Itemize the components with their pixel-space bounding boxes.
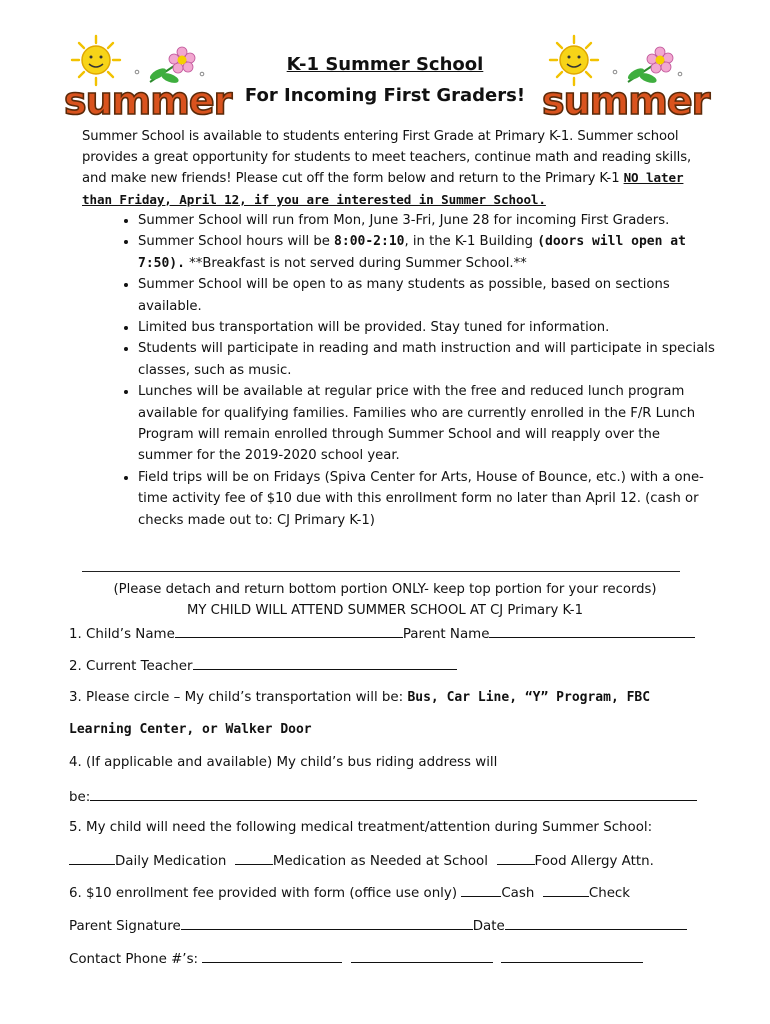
summer-logo-right	[540, 34, 710, 123]
date-label: Date	[472, 919, 505, 934]
address-field[interactable]	[90, 788, 697, 801]
bullet-capacity: • Summer School will be open to as many students as possible, based on sections available.	[138, 274, 718, 317]
intro-text: Summer School is available to students entering First Grade at Primary K-1. Summer school provides a great opportunity for students to meet teachers, continue math and reading skills, and make new friends! Please cut off the form below and return to the Primary K-1	[82, 129, 692, 187]
summer-logo-left	[62, 34, 232, 123]
parent-name-field[interactable]	[489, 625, 695, 638]
phone-label: Contact Phone #’s:	[69, 952, 199, 967]
phone-field-3[interactable]	[501, 950, 643, 963]
attendance-heading: MY CHILD WILL ATTEND SUMMER SCHOOL AT CJ Primary K-1	[187, 603, 583, 618]
fee-check-label: Check	[588, 886, 631, 901]
page-title: K-1 Summer School	[286, 54, 484, 75]
detach-instruction: (Please detach and return bottom portion ONLY- keep top portion for your records)	[113, 582, 657, 597]
form-row-transport-cont	[69, 722, 312, 737]
bullet-dates: • Summer School will run from Mon, June 3-Fri, June 28 for incoming First Graders.	[138, 210, 718, 231]
parent-name-label: Parent Name	[402, 627, 490, 642]
cut-line-divider	[82, 571, 680, 572]
date-field[interactable]	[505, 917, 687, 930]
bullet-instruction: • Students will participate in reading and math instruction and will participate in specials classes, such as music.	[138, 338, 718, 381]
summer-logo-text: summer	[64, 79, 232, 123]
child-name-label: 1. Child’s Name	[69, 627, 175, 642]
form-row-phone	[69, 950, 643, 967]
transport-label: 3. Please circle – My child’s transportation will be:	[69, 690, 408, 705]
phone-field-1[interactable]	[202, 950, 342, 963]
page-subtitle: For Incoming First Graders!	[244, 85, 526, 106]
form-row-address-field	[69, 788, 697, 805]
form-row-medical-options	[69, 852, 654, 869]
form-row-signature	[69, 917, 687, 934]
deadline-text: NO later than Friday, April 12, if you are interested in Summer School.	[82, 170, 684, 207]
fee-cash-field[interactable]	[461, 884, 501, 897]
form-row-address	[69, 755, 497, 770]
daily-medication-label: Daily Medication	[115, 854, 227, 869]
medical-label: 5. My child will need the following medical treatment/attention during Summer School:	[69, 820, 653, 835]
info-bullet-list	[112, 210, 718, 531]
child-name-field[interactable]	[175, 625, 403, 638]
signature-field[interactable]	[181, 917, 473, 930]
daily-medication-field[interactable]	[69, 852, 115, 865]
form-row-teacher	[69, 657, 457, 674]
medication-as-needed-field[interactable]	[235, 852, 273, 865]
transport-options[interactable]: Bus, Car Line, “Y” Program, FBC	[407, 690, 651, 705]
address-label: 4. (If applicable and available) My child’s bus riding address will	[69, 755, 498, 770]
phone-field-2[interactable]	[351, 950, 493, 963]
form-row-fee	[69, 884, 630, 901]
teacher-field[interactable]	[193, 657, 457, 670]
bullet-field-trips: • Field trips will be on Fridays (Spiva Center for Arts, House of Bounce, etc.) with a one-time activity fee of $10 due with this enrollment form no later than April 12. (cash or checks made out to: CJ Primary K-1)	[138, 467, 718, 531]
fee-label: 6. $10 enrollment fee provided with form (office use only)	[69, 886, 462, 901]
address-label-cont: be:	[69, 790, 91, 805]
transport-options-cont[interactable]: Learning Center, or Walker Door	[69, 722, 312, 737]
bullet-hours: • Summer School hours will be 8:00-2:10, in the K-1 Building (doors will open at 7:50). **Breakfast is not served during Summer School.**	[138, 231, 718, 274]
form-row-medical	[69, 820, 652, 835]
bullet-lunches: • Lunches will be available at regular price with the free and reduced lunch program available for qualifying families. Families who are currently enrolled in the F/R Lunch Program will remain enrolled through Summer School and will reapply over the summer for the 2019-2020 school year.	[138, 381, 718, 467]
medication-as-needed-label: Medication as Needed at School	[272, 854, 488, 869]
food-allergy-label: Food Allergy Attn.	[534, 854, 654, 869]
form-row-names	[69, 625, 695, 642]
summer-logo-text: summer	[542, 79, 710, 123]
teacher-label: 2. Current Teacher	[69, 659, 193, 674]
form-row-transport	[69, 690, 650, 705]
fee-cash-label: Cash	[501, 886, 535, 901]
food-allergy-field[interactable]	[497, 852, 535, 865]
intro-paragraph	[82, 127, 692, 211]
signature-label: Parent Signature	[69, 919, 181, 934]
bullet-bus: • Limited bus transportation will be provided. Stay tuned for information.	[138, 317, 718, 338]
fee-check-field[interactable]	[543, 884, 589, 897]
